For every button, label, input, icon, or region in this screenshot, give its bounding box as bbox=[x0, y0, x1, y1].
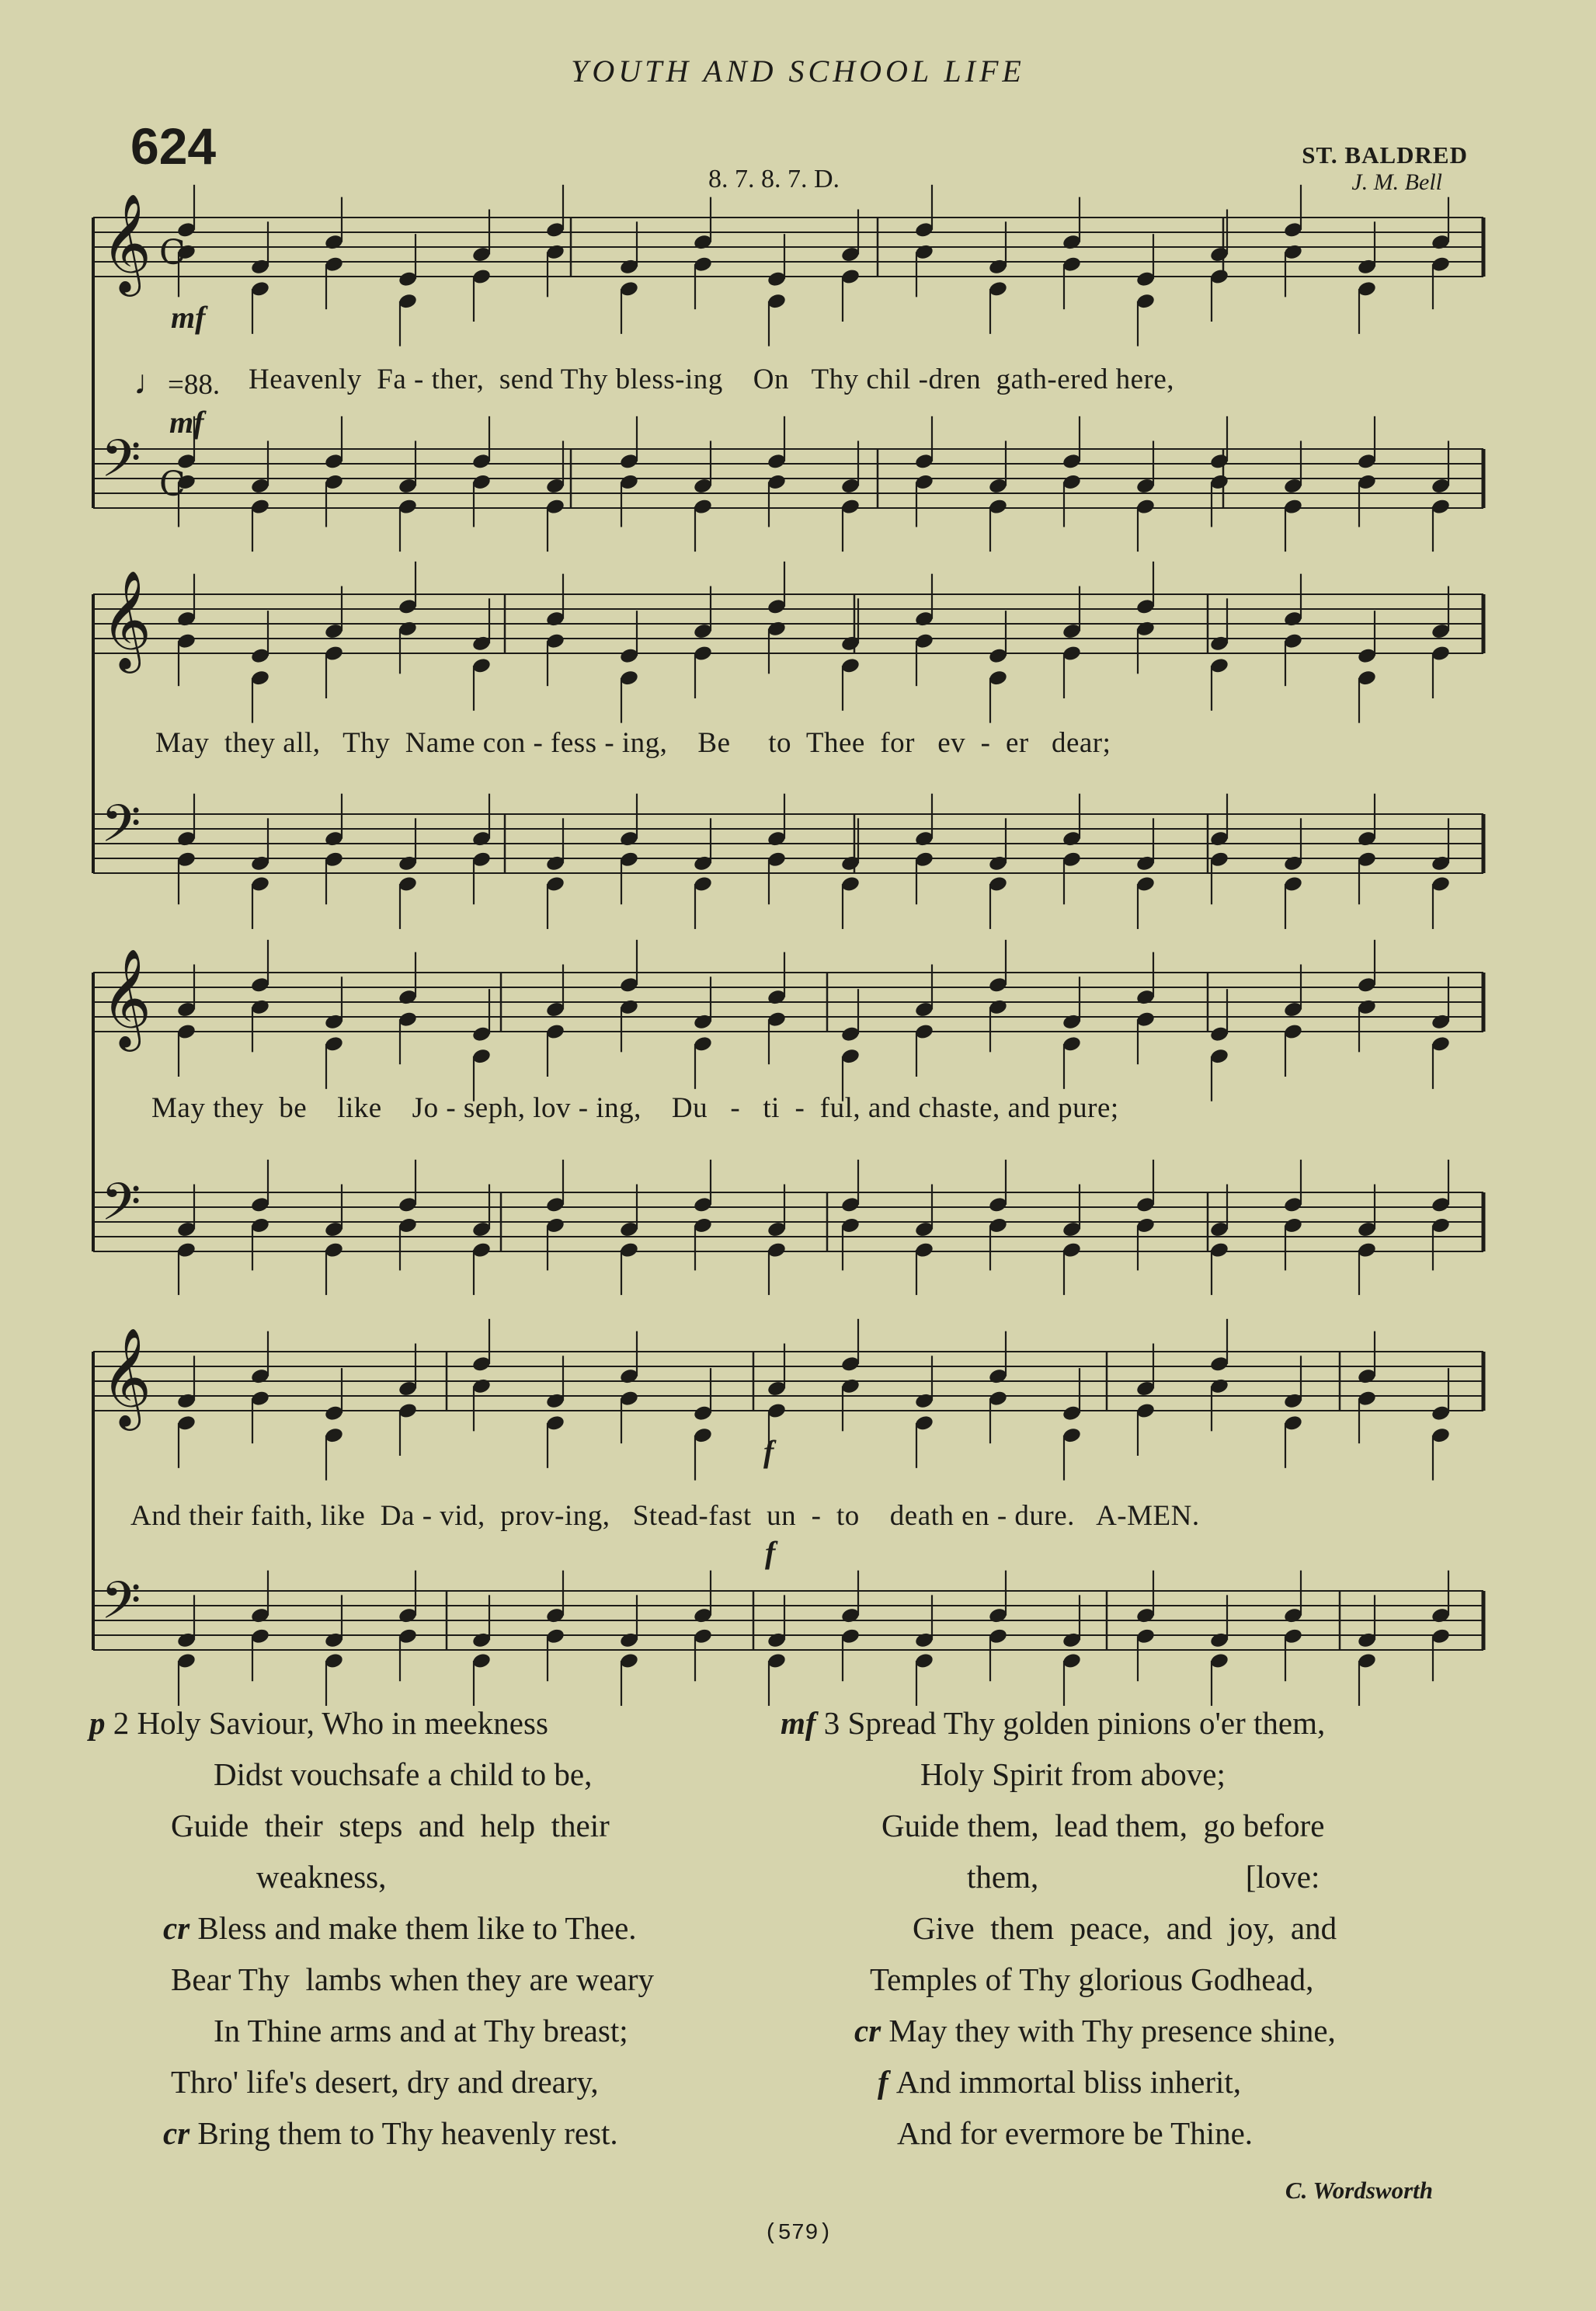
treble-clef-icon: 𝄞 bbox=[101, 948, 152, 1047]
lyrics-line-1: Heavenly Fa - ther, send Thy bless-ing On Thy chil -dren gath-ered here, bbox=[249, 364, 1175, 395]
bass-clef-icon: 𝄢 bbox=[101, 1571, 141, 1643]
verse-line-text: May they with Thy presence shine, bbox=[888, 2013, 1336, 2048]
running-head: YOUTH AND SCHOOL LIFE bbox=[571, 54, 1025, 89]
dynamic-mark-forte-bass: f bbox=[765, 1535, 776, 1570]
verse-line bbox=[256, 1851, 386, 1902]
dynamic-mark-bass: mf bbox=[169, 405, 204, 440]
verse-line bbox=[881, 1800, 1324, 1851]
verse-line bbox=[171, 1800, 610, 1851]
verse-line-text: Bless and make them like to Thee. bbox=[197, 1910, 637, 1946]
verse-line bbox=[913, 1902, 1337, 1954]
verse-line bbox=[870, 1954, 1313, 2005]
verse-line bbox=[920, 1749, 1226, 1800]
verse-line bbox=[214, 2005, 628, 2056]
tempo-marking bbox=[134, 363, 220, 402]
dynamic-mark: p bbox=[89, 1705, 113, 1741]
verse-line bbox=[854, 2005, 1336, 2056]
dynamic-mark-forte-treble: f bbox=[763, 1434, 774, 1469]
composer: J. M. Bell bbox=[1351, 169, 1442, 195]
treble-clef-icon: 𝄞 bbox=[101, 569, 152, 669]
common-time-icon: C bbox=[159, 233, 186, 273]
common-time-icon: C bbox=[159, 465, 186, 504]
dynamic-mark: f bbox=[878, 2064, 896, 2100]
treble-clef-icon: 𝄞 bbox=[101, 1327, 152, 1426]
lyrics-line-4: And their faith, like Da - vid, prov-ing, Stead-fast un - to death en - dure. A-MEN. bbox=[130, 1500, 1200, 1532]
verse-line bbox=[781, 1697, 1325, 1749]
page-number: (579) bbox=[763, 2220, 832, 2246]
verse-line-text: In Thine arms and at Thy breast; bbox=[214, 2013, 628, 2048]
dynamic-mark: cr bbox=[854, 2013, 889, 2048]
verse-line-text: Holy Spirit from above; bbox=[920, 1756, 1226, 1792]
verse-line-text: Didst vouchsafe a child to be, bbox=[214, 1756, 593, 1792]
bass-clef-icon: 𝄢 bbox=[101, 1172, 141, 1244]
verse-line bbox=[897, 2107, 1253, 2159]
bass-clef-icon: 𝄢 bbox=[101, 429, 141, 501]
quarter-note-icon: ♩ bbox=[134, 364, 168, 402]
dynamic-mark-treble: mf bbox=[171, 300, 206, 335]
verse-line-text: Guide them, lead them, go before bbox=[881, 1808, 1325, 1843]
hymn-number: 624 bbox=[130, 117, 217, 175]
bass-clef-icon: 𝄢 bbox=[101, 794, 141, 866]
tune-name: ST. BALDRED bbox=[1302, 141, 1468, 169]
tempo-value: =88. bbox=[168, 369, 221, 401]
dynamic-mark: cr bbox=[163, 1910, 198, 1946]
verse-line bbox=[89, 1697, 548, 1749]
verse-line-text: them, [love: bbox=[967, 1859, 1320, 1895]
dynamic-mark: cr bbox=[163, 2115, 198, 2151]
lyrics-line-3: May they be like Jo - seph, lov - ing, Du - ti - ful, and chaste, and pure; bbox=[151, 1092, 1119, 1124]
verse-line bbox=[171, 1954, 654, 2005]
verse-line bbox=[163, 2107, 618, 2159]
dynamic-mark: mf bbox=[781, 1705, 824, 1741]
verse-line-text: Temples of Thy glorious Godhead, bbox=[870, 1961, 1314, 1997]
verse-line-text: Bring them to Thy heavenly rest. bbox=[197, 2115, 618, 2151]
verse-line-text: weakness, bbox=[256, 1859, 387, 1895]
text-author: C. Wordsworth bbox=[1285, 2177, 1433, 2204]
treble-clef-icon: 𝄞 bbox=[101, 193, 152, 292]
verse-line bbox=[163, 1902, 637, 1954]
verse-line-text: Bear Thy lambs when they are weary bbox=[171, 1961, 654, 1997]
verse-line-text: Give them peace, and joy, and bbox=[913, 1910, 1337, 1946]
verse-line bbox=[171, 2056, 599, 2107]
verse-line-text: Guide their steps and help their bbox=[171, 1808, 610, 1843]
verse-line bbox=[214, 1749, 592, 1800]
verse-line bbox=[878, 2056, 1241, 2107]
verse-line-text: And immortal bliss inherit, bbox=[895, 2064, 1242, 2100]
verse-line bbox=[967, 1851, 1320, 1902]
verse-line-text: And for evermore be Thine. bbox=[897, 2115, 1254, 2151]
verse-line-text: Thro' life's desert, dry and dreary, bbox=[171, 2064, 599, 2100]
lyrics-line-2: May they all, Thy Name con - fess - ing, Be to Thee for ev - er dear; bbox=[155, 727, 1111, 759]
verse-line-text: 3 Spread Thy golden pinions o'er them, bbox=[823, 1705, 1326, 1741]
verse-line-text: 2 Holy Saviour, Who in meekness bbox=[113, 1705, 548, 1741]
meter: 8. 7. 8. 7. D. bbox=[708, 165, 840, 193]
